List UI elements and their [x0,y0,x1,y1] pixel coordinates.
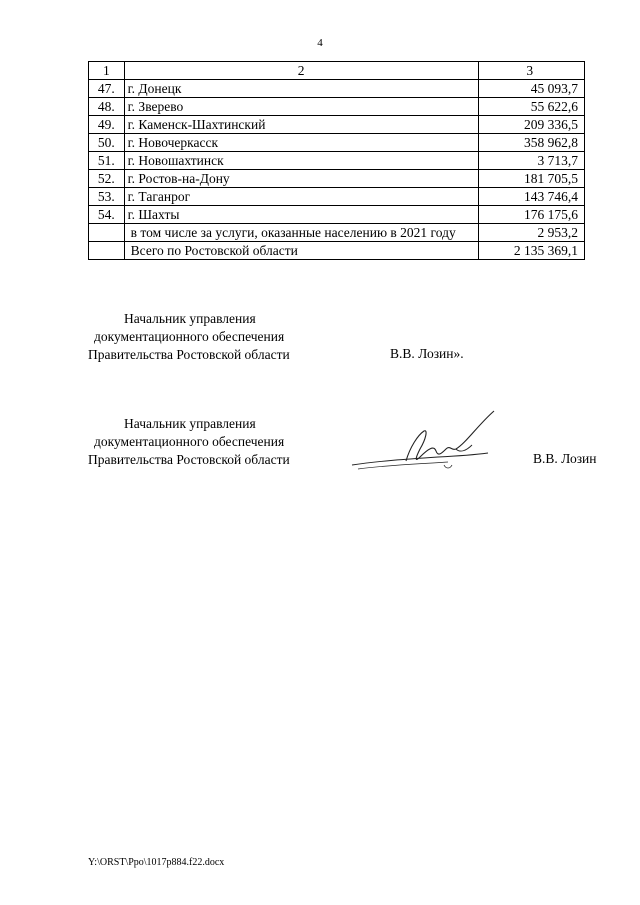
row-name: г. Зверево [124,98,478,116]
table-row [89,98,585,116]
row-number: 50. [89,134,125,152]
signature-block-2 [88,415,290,469]
signatory-title-line: Начальник управления [124,416,256,431]
table-row [89,116,585,134]
row-number: 49. [89,116,125,134]
table-row [89,206,585,224]
table-header-cell: 2 [124,62,478,80]
row-value: 3 713,7 [478,152,584,170]
row-name: г. Шахты [124,206,478,224]
subtotal-empty-cell [89,224,125,242]
handwritten-signature [348,405,508,485]
table-row [89,152,585,170]
signatory-title-line: Правительства Ростовской области [88,452,290,467]
table-header-cell: 1 [89,62,125,80]
row-value: 45 093,7 [478,80,584,98]
signatory-title-line: документационного обеспечения [94,329,285,344]
signatory-title-line: Начальник управления [124,311,256,326]
table-header-row [89,62,585,80]
table-row [89,80,585,98]
subtotal-label: в том числе за услуги, оказанные населению в 2021 году [124,224,478,242]
table-row [89,170,585,188]
row-value: 55 622,6 [478,98,584,116]
row-name: г. Новочеркасск [124,134,478,152]
total-row [89,242,585,260]
row-number: 51. [89,152,125,170]
data-table [88,61,585,260]
subtotal-row [89,224,585,242]
total-empty-cell [89,242,125,260]
signatory-name-1: В.В. Лозин». [390,346,464,361]
signatory-title-line: документационного обеспечения [94,434,285,449]
row-name: г. Новошахтинск [124,152,478,170]
row-number: 53. [89,188,125,206]
subtotal-value: 2 953,2 [478,224,584,242]
table-row [89,134,585,152]
signatory-title-line: Правительства Ростовской области [88,347,290,362]
row-name: г. Таганрог [124,188,478,206]
row-name: г. Донецк [124,80,478,98]
signatory-name-2: В.В. Лозин [533,451,597,466]
total-label: Всего по Ростовской области [124,242,478,260]
total-value: 2 135 369,1 [478,242,584,260]
table-header-cell: 3 [478,62,584,80]
row-name: г. Ростов-на-Дону [124,170,478,188]
row-number: 48. [89,98,125,116]
row-value: 143 746,4 [478,188,584,206]
row-value: 181 705,5 [478,170,584,188]
footer-file-path: Y:\ORST\Ppo\1017p884.f22.docx [88,857,225,868]
row-value: 358 962,8 [478,134,584,152]
table-row [89,188,585,206]
row-number: 47. [89,80,125,98]
row-value: 176 175,6 [478,206,584,224]
row-value: 209 336,5 [478,116,584,134]
page-number: 4 [317,37,323,49]
row-name: г. Каменск-Шахтинский [124,116,478,134]
row-number: 54. [89,206,125,224]
row-number: 52. [89,170,125,188]
signature-block-1 [88,310,290,364]
